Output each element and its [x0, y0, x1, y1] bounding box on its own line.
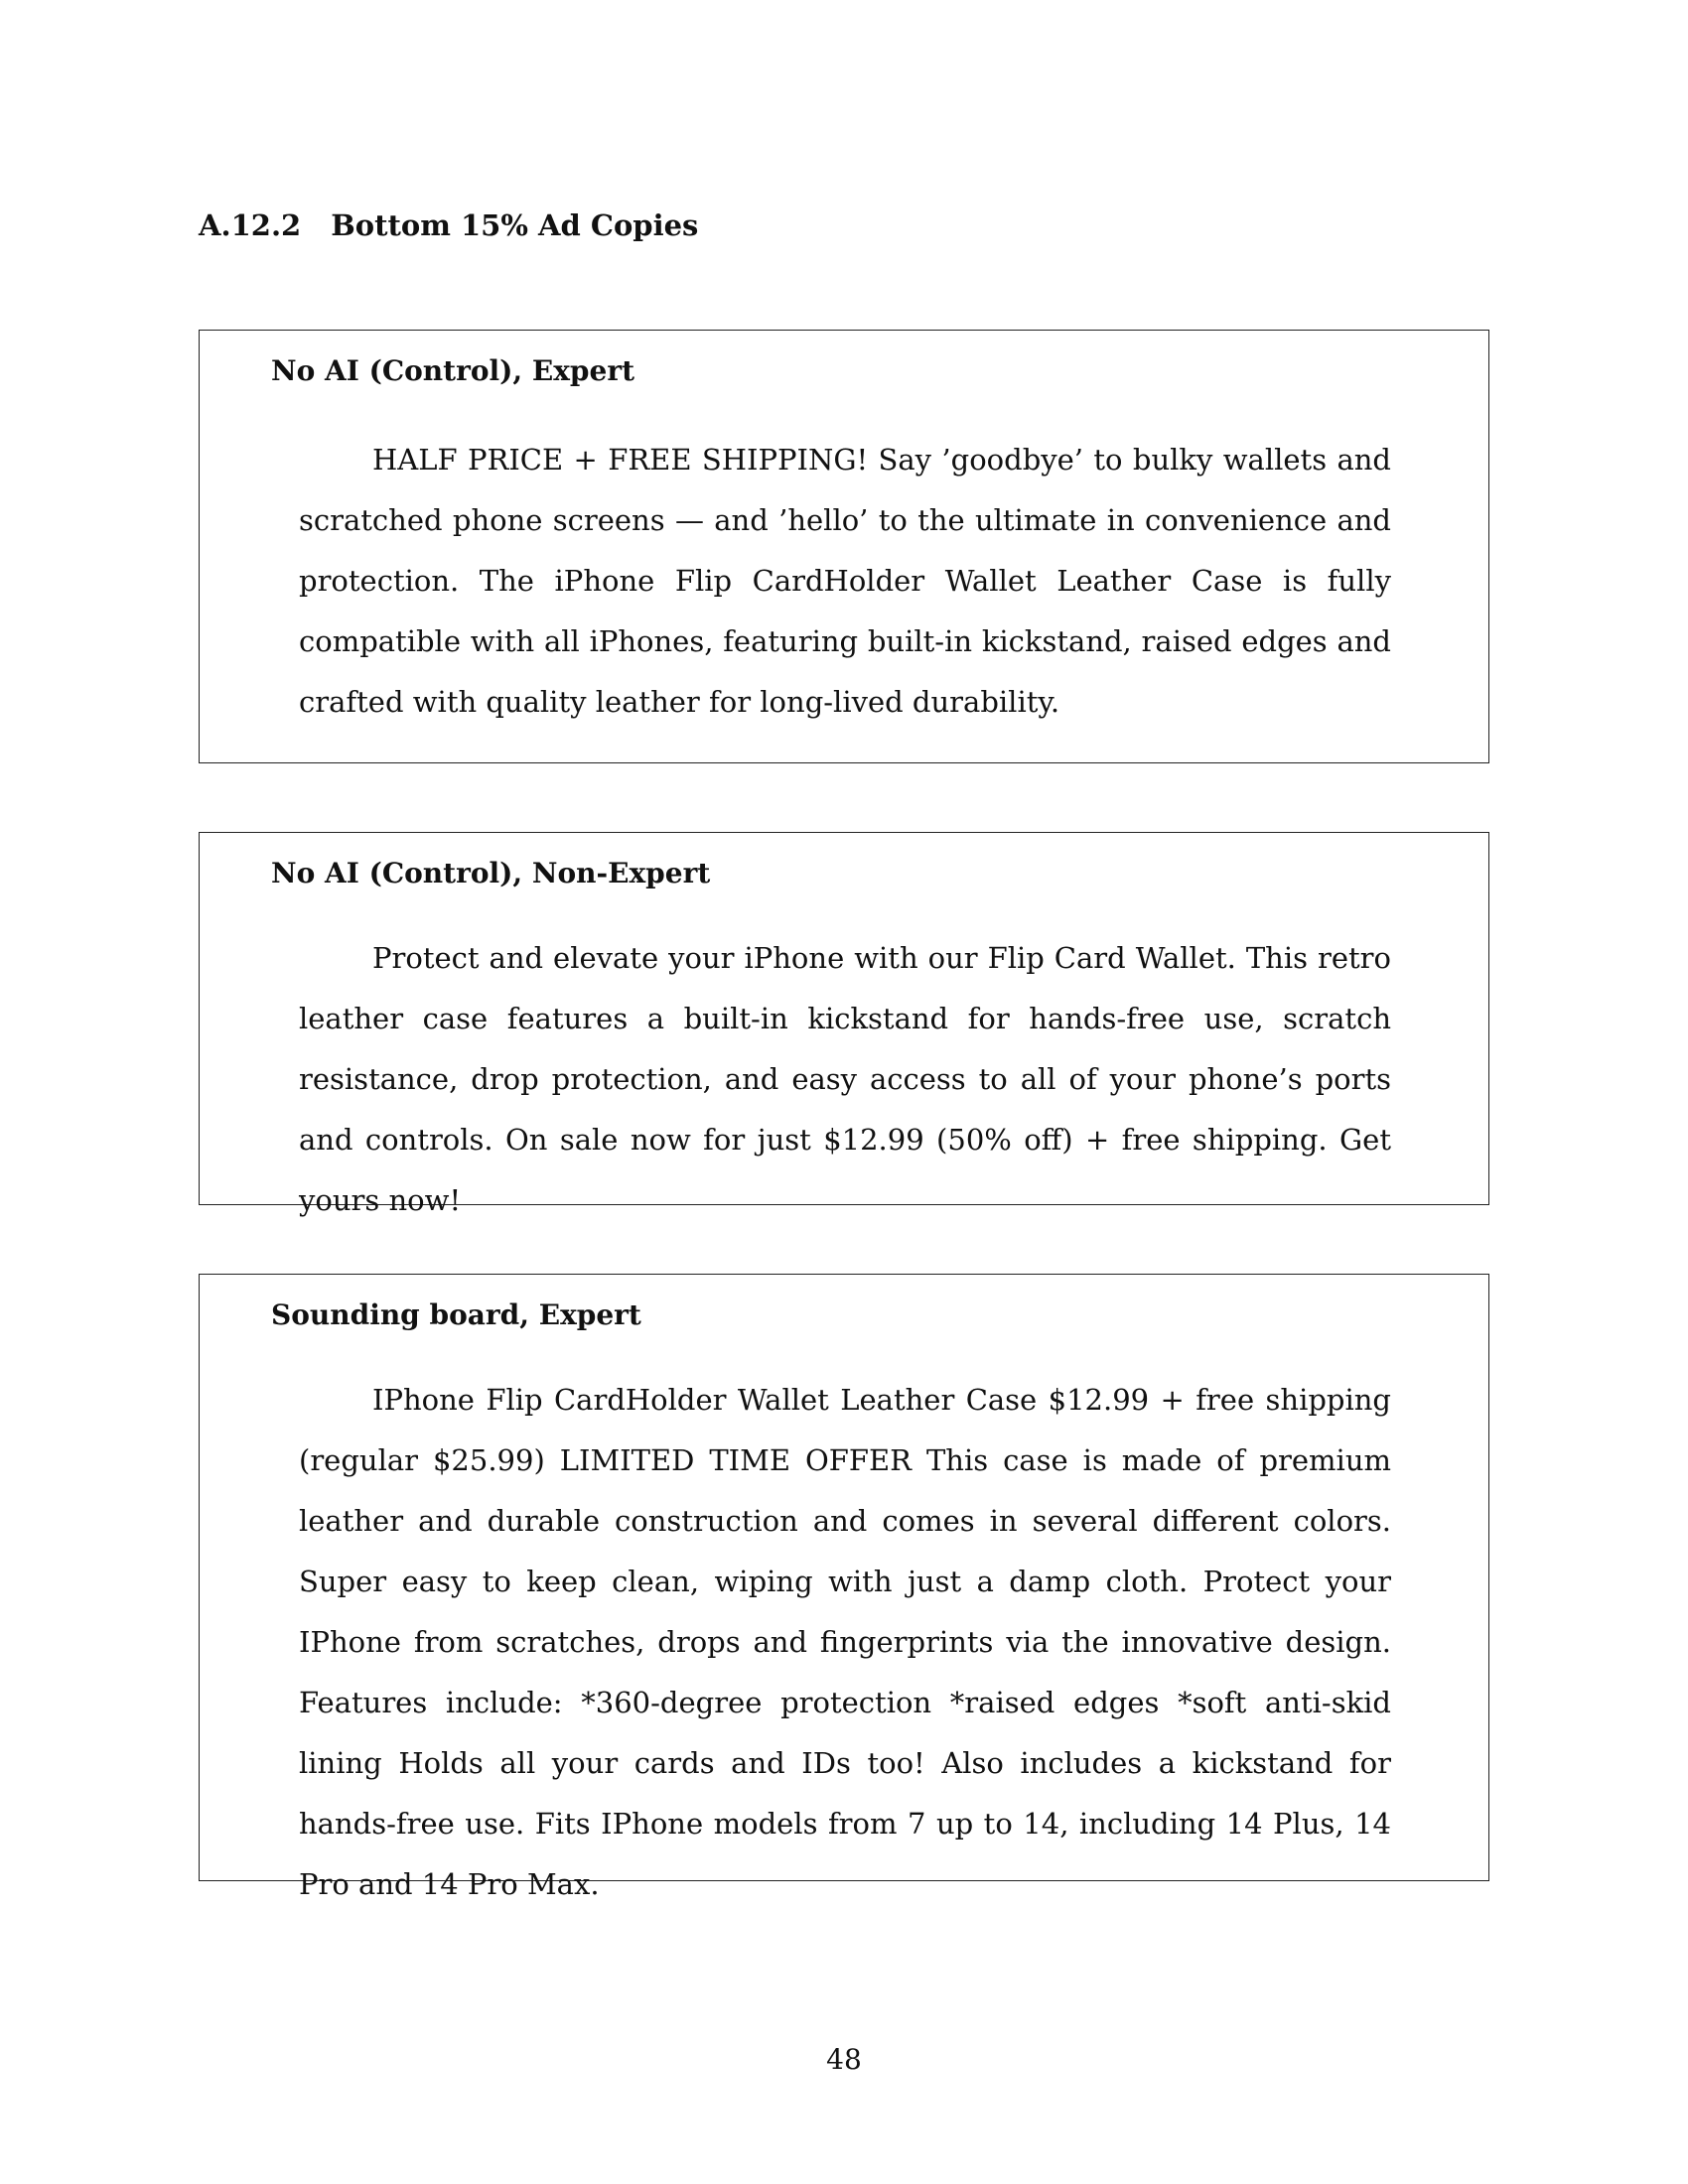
section-title: Bottom 15% Ad Copies	[331, 208, 699, 242]
ad-copy-body: HALF PRICE + FREE SHIPPING! Say ’goodbye’ to bulky wallets and scratched phone screens — and ’hello’ to the ultimate in convenience and protection. The iPhone Flip CardHolder Wallet Leather Case is fully compatible with all iPhones, featuring built-in kickstand, raised edges and crafted with quality leather for long-lived durability.	[299, 443, 1391, 719]
section-heading	[199, 208, 698, 242]
ad-copy-box-sounding-board-expert	[199, 1274, 1489, 1901]
ad-copy-box-no-ai-non-expert	[199, 832, 1489, 1217]
ad-copy-body: Protect and elevate your iPhone with our Flip Card Wallet. This retro leather case features a built-in kickstand for hands-free use, scratch resistance, drop protection, and easy access to all of your phone’s ports and controls. On sale now for just $12.99 (50% off) + free shipping. Get yours now!	[299, 941, 1391, 1217]
ad-copy-box-no-ai-expert	[199, 330, 1489, 763]
page-number: 48	[826, 2043, 862, 2076]
ad-copy-title: No AI (Control), Expert	[271, 354, 635, 387]
section-number: A.12.2	[199, 208, 302, 242]
ad-copy-body: IPhone Flip CardHolder Wallet Leather Case $12.99 + free shipping (regular $25.99) LIMITED TIME OFFER This case is made of premium leather and durable construction and comes in several different colors. Super easy to keep clean, wiping with just a damp cloth. Protect your IPhone from scratches, drops and fingerprints via the innovative design. Features include: *360-degree protection *raised edges *soft anti-skid lining Holds all your cards and IDs too! Also includes a kickstand for hands-free use. Fits IPhone models from 7 up to 14, including 14 Plus, 14 Pro and 14 Pro Max.	[299, 1383, 1391, 1901]
ad-copy-title: No AI (Control), Non-Expert	[271, 857, 711, 889]
ad-copy-title: Sounding board, Expert	[271, 1298, 641, 1331]
